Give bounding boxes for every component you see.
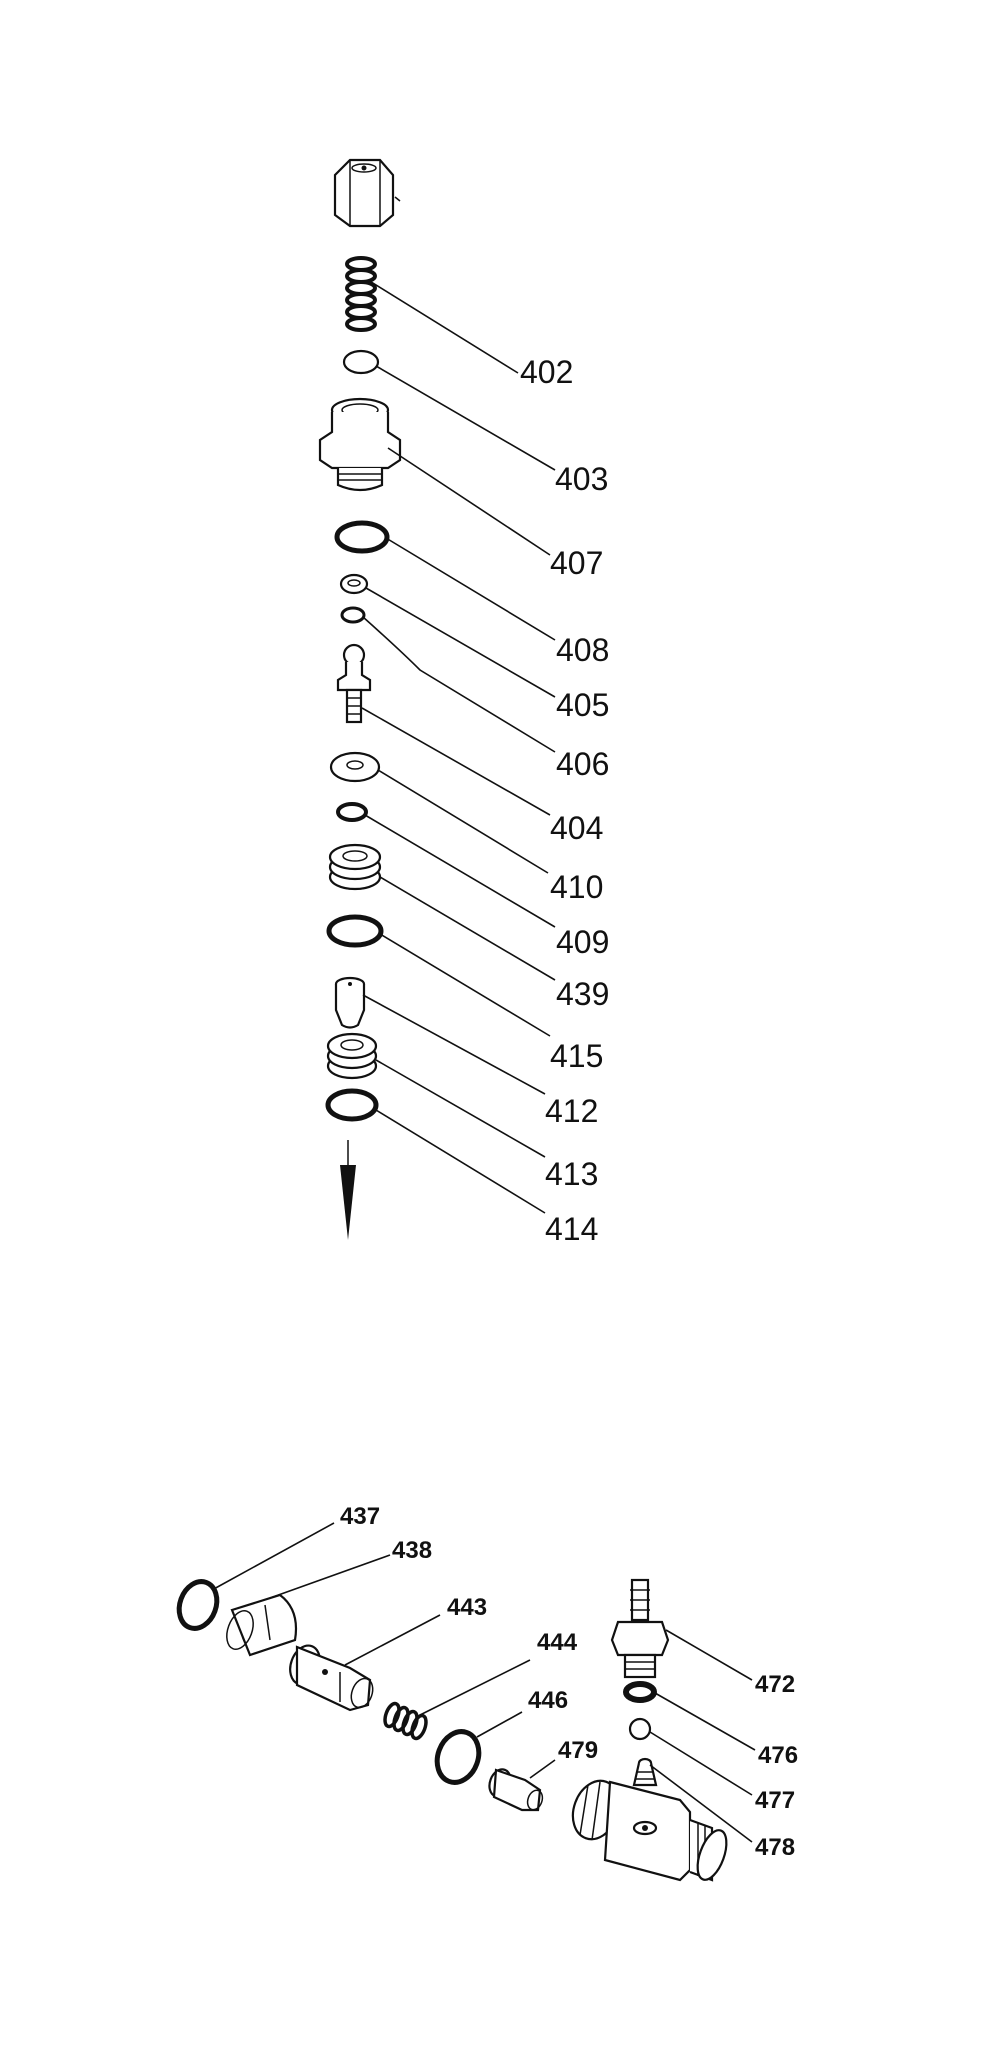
- label-446: 446: [528, 1687, 569, 1714]
- disc-403: [344, 351, 378, 373]
- barbed-fitting-472: [612, 1580, 668, 1677]
- label-409: 409: [556, 924, 610, 960]
- o-ring-414: [328, 1091, 376, 1119]
- lower-labels: [340, 1503, 798, 1861]
- ball-477: [630, 1719, 650, 1739]
- label-437: 437: [340, 1503, 381, 1530]
- o-ring-415: [329, 917, 381, 945]
- label-478: 478: [755, 1834, 796, 1861]
- label-405: 405: [556, 687, 610, 723]
- ring-409: [338, 804, 366, 820]
- spring-402: [347, 258, 375, 330]
- cylinder-443: [285, 1641, 377, 1710]
- label-415: 415: [550, 1038, 604, 1074]
- label-410: 410: [550, 869, 604, 905]
- lower-leader-lines: [212, 1523, 755, 1842]
- label-414: 414: [545, 1211, 599, 1247]
- label-443: 443: [447, 1594, 488, 1621]
- label-476: 476: [758, 1742, 799, 1769]
- o-ring-437: [173, 1576, 223, 1633]
- tee-body: [565, 1774, 732, 1883]
- direction-arrow: [340, 1140, 356, 1240]
- label-406: 406: [556, 746, 610, 782]
- o-ring-446: [430, 1726, 485, 1789]
- upper-leader-lines: [362, 280, 555, 1213]
- label-479: 479: [558, 1737, 599, 1764]
- label-413: 413: [545, 1156, 599, 1192]
- washer-406: [342, 608, 364, 622]
- label-403: 403: [555, 461, 609, 497]
- stacked-seal-413: [328, 1034, 376, 1078]
- stacked-seal-439: [330, 845, 380, 889]
- label-439: 439: [556, 976, 610, 1012]
- flat-washer-410: [331, 753, 379, 781]
- upper-assembly: [320, 160, 609, 1247]
- hex-cap-nut: [335, 160, 400, 226]
- label-402: 402: [520, 354, 574, 390]
- label-438: 438: [392, 1537, 433, 1564]
- label-477: 477: [755, 1787, 796, 1814]
- spring-444: [382, 1702, 428, 1741]
- label-472: 472: [755, 1671, 796, 1698]
- label-412: 412: [545, 1093, 599, 1129]
- label-408: 408: [556, 632, 610, 668]
- label-407: 407: [550, 545, 604, 581]
- nipple-478: [634, 1759, 656, 1785]
- washer-476: [626, 1684, 654, 1700]
- upper-labels: [520, 354, 609, 1247]
- label-444: 444: [537, 1629, 578, 1656]
- o-ring-408: [337, 523, 387, 551]
- nozzle-body-438: [222, 1595, 296, 1655]
- small-nut-405: [341, 575, 367, 593]
- plug-412: [336, 978, 364, 1028]
- lower-assembly: [173, 1503, 798, 1884]
- label-404: 404: [550, 810, 604, 846]
- valve-seat-407: [320, 399, 400, 490]
